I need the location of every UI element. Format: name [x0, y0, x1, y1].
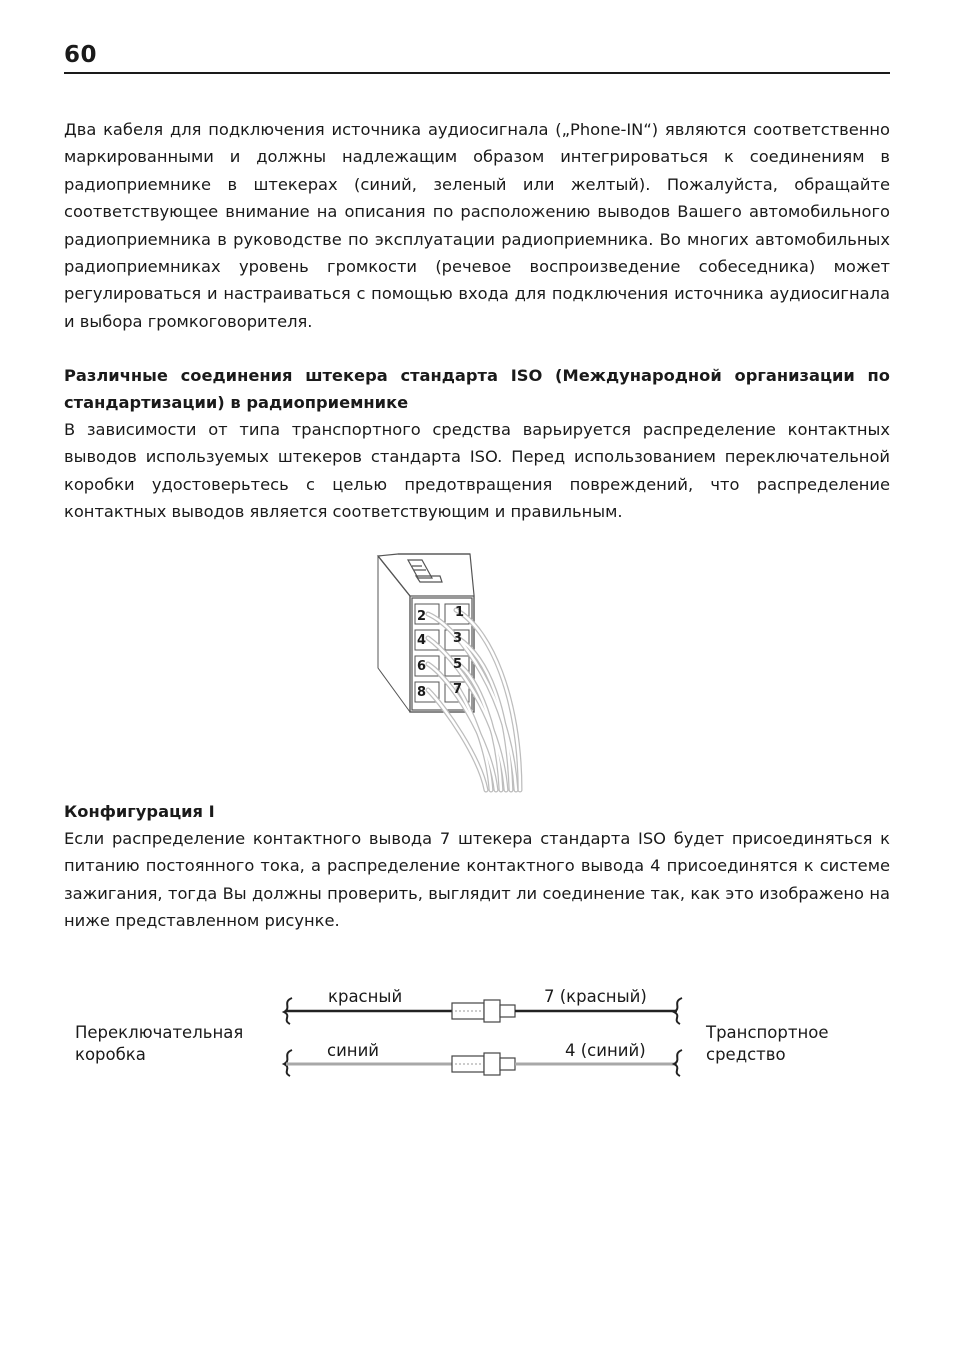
- pin-label: 5: [453, 657, 463, 672]
- latch: [408, 560, 432, 578]
- vehicle-label: Транспортное средство: [706, 1023, 829, 1064]
- iso-connector-figure: [370, 548, 540, 798]
- switch-box-label: Переключательная коробка: [75, 1023, 244, 1064]
- pin-label: 1: [455, 605, 465, 620]
- header-rule: [64, 72, 890, 74]
- wire-2-right-text: 4 (синий): [565, 1041, 646, 1060]
- pin-label: 2: [417, 609, 427, 624]
- wire-1-left-text: красный: [328, 987, 403, 1006]
- wire-2-left-text: синий: [327, 1041, 380, 1060]
- wiring-diagram: [270, 990, 700, 1090]
- wire-1-right-text: 7 (красный): [544, 987, 647, 1006]
- wire-2: [284, 1050, 682, 1076]
- config-section-heading: Конфигурация I: [64, 802, 215, 821]
- page-number: 60: [64, 42, 98, 68]
- iso-section-body: В зависимости от типа транспортного средства варьируется распределение контактных выводов используемых штекеров стандарта ISO. Перед использованием переключательной коробки удостоверьтесь с целью предотвращения повреждений, что распределение контактных выводов является соответствующим и правильным.: [64, 420, 890, 522]
- pin-label: 4: [417, 633, 427, 648]
- wire-1: [284, 998, 682, 1024]
- pin-label: 7: [453, 682, 463, 697]
- iso-section-heading: Различные соединения штекера стандарта ISO (Международной организации по стандартизации) в радиоприемнике: [64, 366, 890, 412]
- intro-paragraph: Два кабеля для подключения источника аудиосигнала („Phone-IN“) являются соответственно маркированными и должны надлежащим образом интегрироваться к соединениям в радиоприемнике в штекерах (синий, зеленый или желтый). Пожалуйста, обращайте соответствующее внимание на описания по расположению выводов Вашего автомобильного радиоприемника в руководстве по эксплуатации радиоприемника. Во многих автомобильных радиоприемниках уровень громкости (речевое воспроизведение собеседника) может регулироваться и настраиваться с помощью входа для подключения источника аудиосигнала и выбора громкоговорителя.: [64, 120, 890, 331]
- pin-label: 3: [453, 631, 463, 646]
- pin-label: 6: [417, 659, 427, 674]
- pin-label: 8: [417, 685, 427, 700]
- config-section-body: Если распределение контактного вывода 7 штекера стандарта ISO будет присоединяться к питанию постоянного тока, а распределение контактного вывода 4 присоединятся к системе зажигания, тогда Вы должны проверить, выглядит ли соединение так, как это изображено на ниже представленном рисунке.: [64, 829, 890, 931]
